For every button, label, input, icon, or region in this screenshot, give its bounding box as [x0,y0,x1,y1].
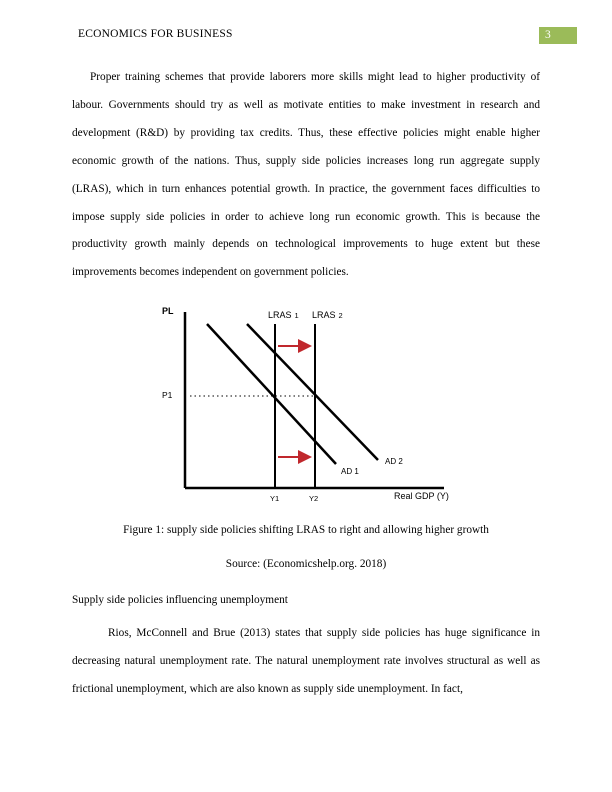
y2-tick-label: Y2 [309,494,319,503]
lras-ad-figure [150,296,480,510]
ad1-label: AD 1 [341,467,359,476]
ad1-line [207,324,336,464]
running-header: ECONOMICS FOR BUSINESS [78,28,233,40]
p1-tick-label: P1 [162,390,173,400]
x-axis-label: Real GDP (Y) [394,491,449,501]
figure-source: Source: (Economicshelp.org. 2018) [225,558,387,570]
ad2-label: AD 2 [385,457,403,466]
body-paragraph-2: Rios, McConnell and Brue (2013) states that supply side policies has huge significance in decreasing natural unemployment rate. The natural unemployment rate involves structural as well as frictional unemployment, which are also known as supply side unemployment. In fact, [72,627,540,695]
body-paragraph-1: Proper training schemes that provide laborers more skills might lead to higher productivity of labour. Governments should try as well as motivate entities to make investment in research and development (R&D) by providing tax credits. Thus, these effective policies might enable higher economic growth of the nations. Thus, supply side policies increases long run aggregate supply (LRAS), which in turn enhances potential growth. In practice, the government faces difficulties to impose supply side policies in order to achieve long run economic growth. This is because the productivity growth mainly depends on technological improvements to huge extent but these improvements becomes independent on government policies. [72,71,540,279]
y1-tick-label: Y1 [270,494,280,503]
lras-ad-chart [150,296,480,510]
lras2-label: LRAS 2 [312,310,343,320]
y-axis-label: PL [162,306,174,316]
page-number: 3 [539,27,577,44]
figure-caption: Figure 1: supply side policies shifting LRAS to right and allowing higher growth [123,524,489,536]
lras1-label: LRAS 1 [268,310,299,320]
section-heading: Supply side policies influencing unemployment [72,594,288,606]
